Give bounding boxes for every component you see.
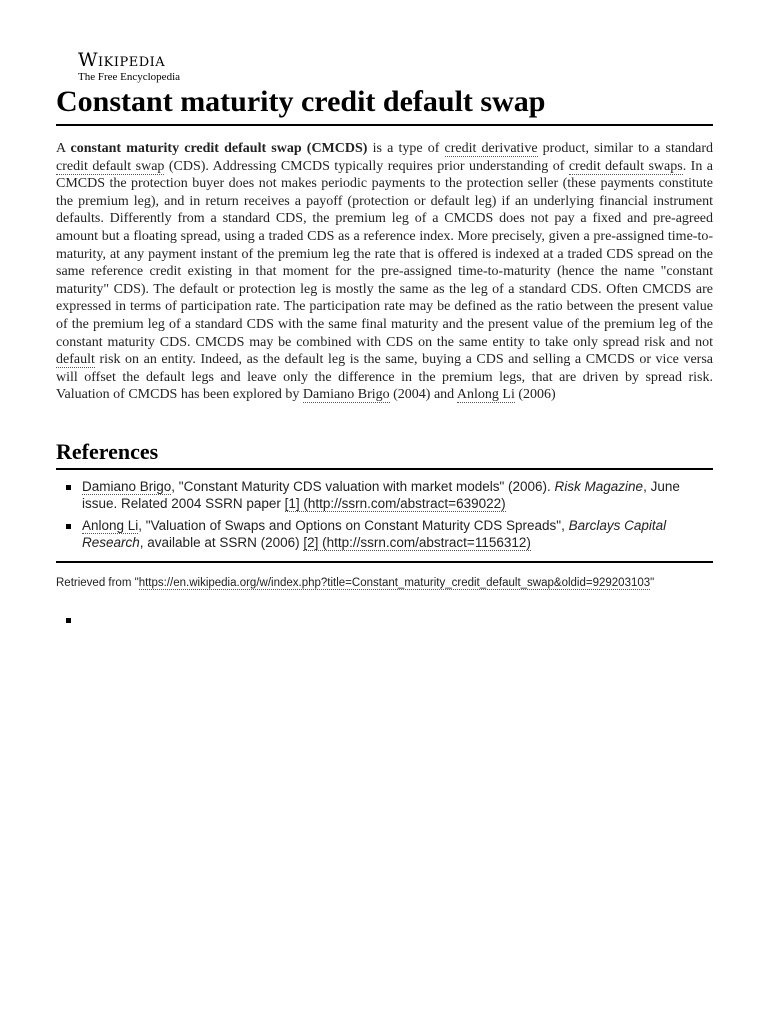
reference-item xyxy=(56,478,713,512)
empty-list-bullet-icon xyxy=(66,618,71,623)
logo-tagline: The Free Encyclopedia xyxy=(78,71,181,83)
bullet-icon xyxy=(66,524,71,529)
text-run: (CDS). Addressing CMCDS typically requires prior understanding of xyxy=(164,158,569,174)
link-default[interactable]: default xyxy=(56,352,95,368)
text-run: (2006) xyxy=(514,387,556,403)
reference-external-link[interactable]: [1] (http://ssrn.com/abstract=639022) xyxy=(284,496,506,511)
reference-external-link[interactable]: [2] (http://ssrn.com/abstract=1156312) xyxy=(303,535,531,550)
text-run: A xyxy=(56,141,71,156)
page-title: Constant maturity credit default swap xyxy=(56,84,713,126)
text-run: , available at SSRN (2006) xyxy=(139,535,304,550)
link-anlong-li[interactable]: Anlong Li xyxy=(456,387,515,403)
bullet-icon xyxy=(66,485,71,490)
link-credit-default-swaps[interactable]: credit default swaps xyxy=(568,158,683,174)
footer-divider xyxy=(56,561,713,563)
link-credit-derivative[interactable]: credit derivative xyxy=(444,141,538,156)
retrieved-url-link[interactable]: https://en.wikipedia.org/w/index.php?title=Constant_maturity_credit_default_swap&oldid=929203103 xyxy=(138,577,651,589)
reference-publication: Risk Magazine xyxy=(554,479,644,494)
reference-item xyxy=(56,517,713,551)
reference-author-link[interactable]: Anlong Li xyxy=(82,518,139,533)
text-run: Retrieved from " xyxy=(56,577,139,589)
link-credit-default-swap[interactable]: credit default swap xyxy=(56,158,165,174)
text-run: (2004) and xyxy=(389,387,457,403)
retrieved-from xyxy=(56,576,736,591)
text-run: , June issue. Related 2004 SSRN paper xyxy=(82,479,680,511)
text-run: is a type of xyxy=(367,141,445,156)
bold-term: constant maturity credit default swap (CMCDS) xyxy=(70,141,368,156)
text-run: product, similar to a standard xyxy=(537,141,713,156)
text-run: . In a CMCDS the protection buyer does not makes periodic payments to the protection seller (these payments constitute the premium leg), and in return receives a payoff (protection or default leg) if an underlying financial instrument defaults. Differently from a standard CDS, the premium leg of a CMCDS does not pay a fixed and pre-agreed amount but a floating spread, using a traded CDS as a reference index. More precisely, given a pre-assigned time-to-maturity, at any payment instant of the premium leg the rate that is offered is indexed at a traded CDS spread on the same reference credit existing in that moment for the pre-assigned time-to-maturity (hence the name "constant maturity" CDS). The default or protection leg is mostly the same as the leg of a standard CDS. Often CMCDS are expressed in terms of participation rate. The participation rate may be defined as the ratio between the present value of the premium leg of a standard CDS with the same final maturity and the present value of the premium leg of the constant maturity CDS. CMCDS may be combined with CDS on the same entity to take only spread risk and not xyxy=(56,158,713,350)
text-run: , "Valuation of Swaps and Options on Constant Maturity CDS Spreads", xyxy=(138,518,569,533)
wikipedia-logo[interactable] xyxy=(78,50,218,83)
references-heading: References xyxy=(56,439,713,470)
link-damiano-brigo[interactable]: Damiano Brigo xyxy=(302,387,390,403)
article-paragraph xyxy=(56,140,713,404)
text-run: , "Constant Maturity CDS valuation with market models" (2006). xyxy=(171,479,555,494)
reference-publication: Barclays Capital Research xyxy=(82,518,667,550)
logo-wordmark: Wikipedia xyxy=(78,49,166,71)
text-run: risk on an entity. Indeed, as the default leg is the same, buying a CDS and selling a CMCDS or vice versa will offset the default legs and leave only the difference in the premium legs, that are driven by spread risk. Valuation of CMCDS has been explored by xyxy=(56,352,713,403)
text-run: " xyxy=(650,577,655,589)
references-list xyxy=(56,478,713,556)
reference-author-link[interactable]: Damiano Brigo xyxy=(82,479,172,494)
